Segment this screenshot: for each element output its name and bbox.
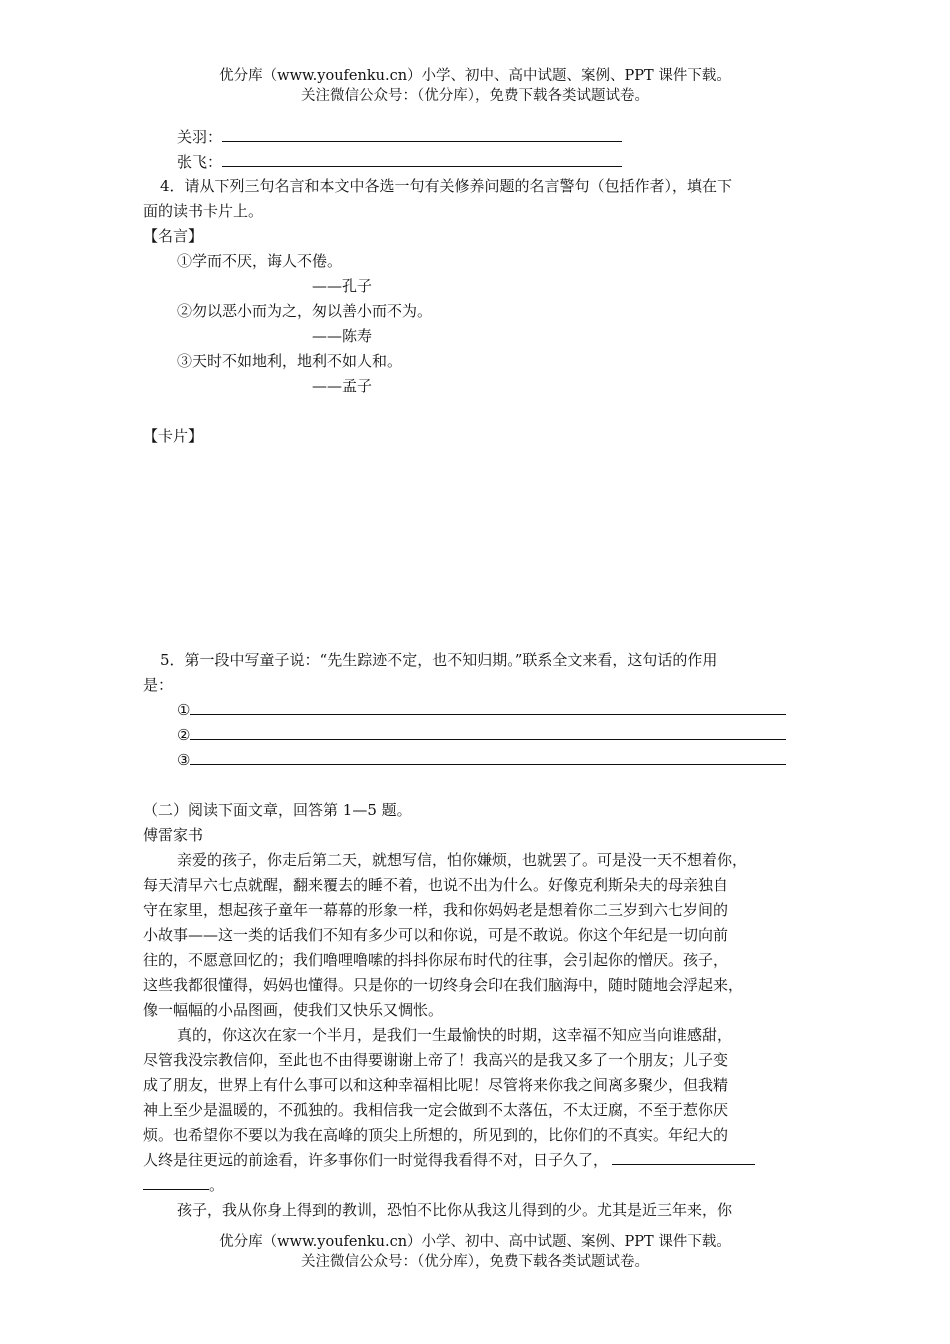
zhangfei-answer-blank[interactable] — [222, 152, 622, 167]
quote-2-author: ——陈寿 — [312, 327, 373, 345]
q5-answer-row-2 — [177, 723, 786, 747]
para2-line: 神上至少是温暖的，不孤独的。我相信我一定会做到不太落伍，不太迂腐，不至于惹你厌 — [143, 1101, 729, 1119]
page-footer-line-1: 优分库（www.youfenku.cn）小学、初中、高中试题、案例、PPT 课件下载。 — [219, 1234, 731, 1250]
para1-line: 小故事——这一类的话我们不知有多少可以和你说，可是不敢说。你这个年纪是一切向前 — [143, 926, 729, 944]
quote-2-text: ②勿以恶小而为之，匆以善小而不为。 — [177, 302, 433, 320]
para2-end-line — [143, 1173, 224, 1197]
mingyan-heading: 【名言】 — [143, 227, 204, 245]
q5-stem-line-1: 5．第一段中写童子说：“先生踪迹不定，也不知归期。”联系全文来看，这句话的作用 — [160, 651, 718, 669]
q4-stem-line-1: 4．请从下列三句名言和本文中各选一句有关修养问题的名言警句（包括作者），填在下 — [160, 177, 733, 195]
para2-line: 尽管我没宗教信仰，至此也不由得要谢谢上帝了！我高兴的是我又多了一个朋友；儿子变 — [143, 1051, 729, 1069]
q5-marker-2: ② — [177, 726, 191, 744]
para1-line: 守在家里，想起孩子童年一幕幕的形象一样，我和你妈妈老是想着你二三岁到六七岁间的 — [143, 901, 729, 919]
page-footer-line-2: 关注微信公众号：（优分库），免费下载各类试题试卷。 — [301, 1254, 649, 1270]
q5-answer-row-3 — [177, 748, 786, 772]
para1-line: 亲爱的孩子，你走后第二天，就想写信，怕你嫌烦，也就罢了。可是没一天不想着你， — [177, 851, 748, 869]
para2-line: 真的，你这次在家一个半月，是我们一生最愉快的时期，这幸福不知应当向谁感甜， — [177, 1026, 733, 1044]
para2-end-punct: 。 — [209, 1176, 225, 1194]
para2-line — [143, 1148, 755, 1172]
para1-line: 每天清早六七点就醒，翻来覆去的睡不着，也说不出为什么。好像克利斯朵夫的母亲独自 — [143, 876, 729, 894]
section2-intro: （二）阅读下面文章，回答第 1—5 题。 — [143, 801, 412, 819]
quote-3-text: ③天时不如地利，地利不如人和。 — [177, 352, 403, 370]
q4-stem-line-2: 面的读书卡片上。 — [143, 202, 264, 220]
para2-fill-blank-continued[interactable] — [143, 1175, 209, 1190]
zhangfei-answer-row — [177, 150, 622, 174]
card-answer-area[interactable] — [143, 452, 813, 632]
quote-3-author: ——孟子 — [312, 377, 373, 395]
page-header-line-2: 关注微信公众号：（优分库），免费下载各类试题试卷。 — [301, 88, 649, 104]
zhangfei-label: 张飞： — [177, 153, 223, 171]
page-header-line-1: 优分库（www.youfenku.cn）小学、初中、高中试题、案例、PPT 课件下载。 — [219, 68, 731, 84]
para3-line: 孩子，我从你身上得到的教训，恐怕不比你从我这儿得到的少。尤其是近三年来，你 — [177, 1201, 733, 1219]
guanyu-answer-blank[interactable] — [222, 127, 622, 142]
article-title: 傅雷家书 — [143, 826, 204, 844]
q5-answer-row-1 — [177, 698, 786, 722]
quote-1-author: ——孔子 — [312, 277, 373, 295]
q5-stem-line-2: 是： — [143, 676, 174, 694]
para2-fill-blank[interactable] — [612, 1150, 755, 1165]
para1-line: 这些我都很懂得，妈妈也懂得。只是你的一切终身会印在我们脑海中，随时随地会浮起来， — [143, 976, 744, 994]
para1-line: 往的，不愿意回忆的；我们噜哩噜嗦的抖抖你尿布时代的往事，会引起你的憎厌。孩子， — [143, 951, 729, 969]
guanyu-label: 关羽： — [177, 128, 223, 146]
quote-1-text: ①学而不厌，诲人不倦。 — [177, 252, 343, 270]
para2-line: 烦。也希望你不要以为我在高峰的顶尖上所想的，所见到的，比你们的不真实。年纪大的 — [143, 1126, 729, 1144]
para2-line-text: 人终是往更远的前途看，许多事你们一时觉得我看得不对，日子久了， — [143, 1151, 609, 1169]
guanyu-answer-row — [177, 125, 622, 149]
card-heading: 【卡片】 — [143, 427, 204, 445]
para1-line: 像一幅幅的小品图画，使我们又快乐又惆怅。 — [143, 1001, 444, 1019]
q5-answer-blank-1[interactable] — [190, 700, 786, 715]
para2-line: 成了朋友，世界上有什么事可以和这种幸福相比呢！尽管将来你我之间离多聚少，但我精 — [143, 1076, 729, 1094]
q5-marker-3: ③ — [177, 751, 191, 769]
q5-answer-blank-3[interactable] — [190, 750, 786, 765]
q5-marker-1: ① — [177, 701, 191, 719]
q5-answer-blank-2[interactable] — [190, 725, 786, 740]
